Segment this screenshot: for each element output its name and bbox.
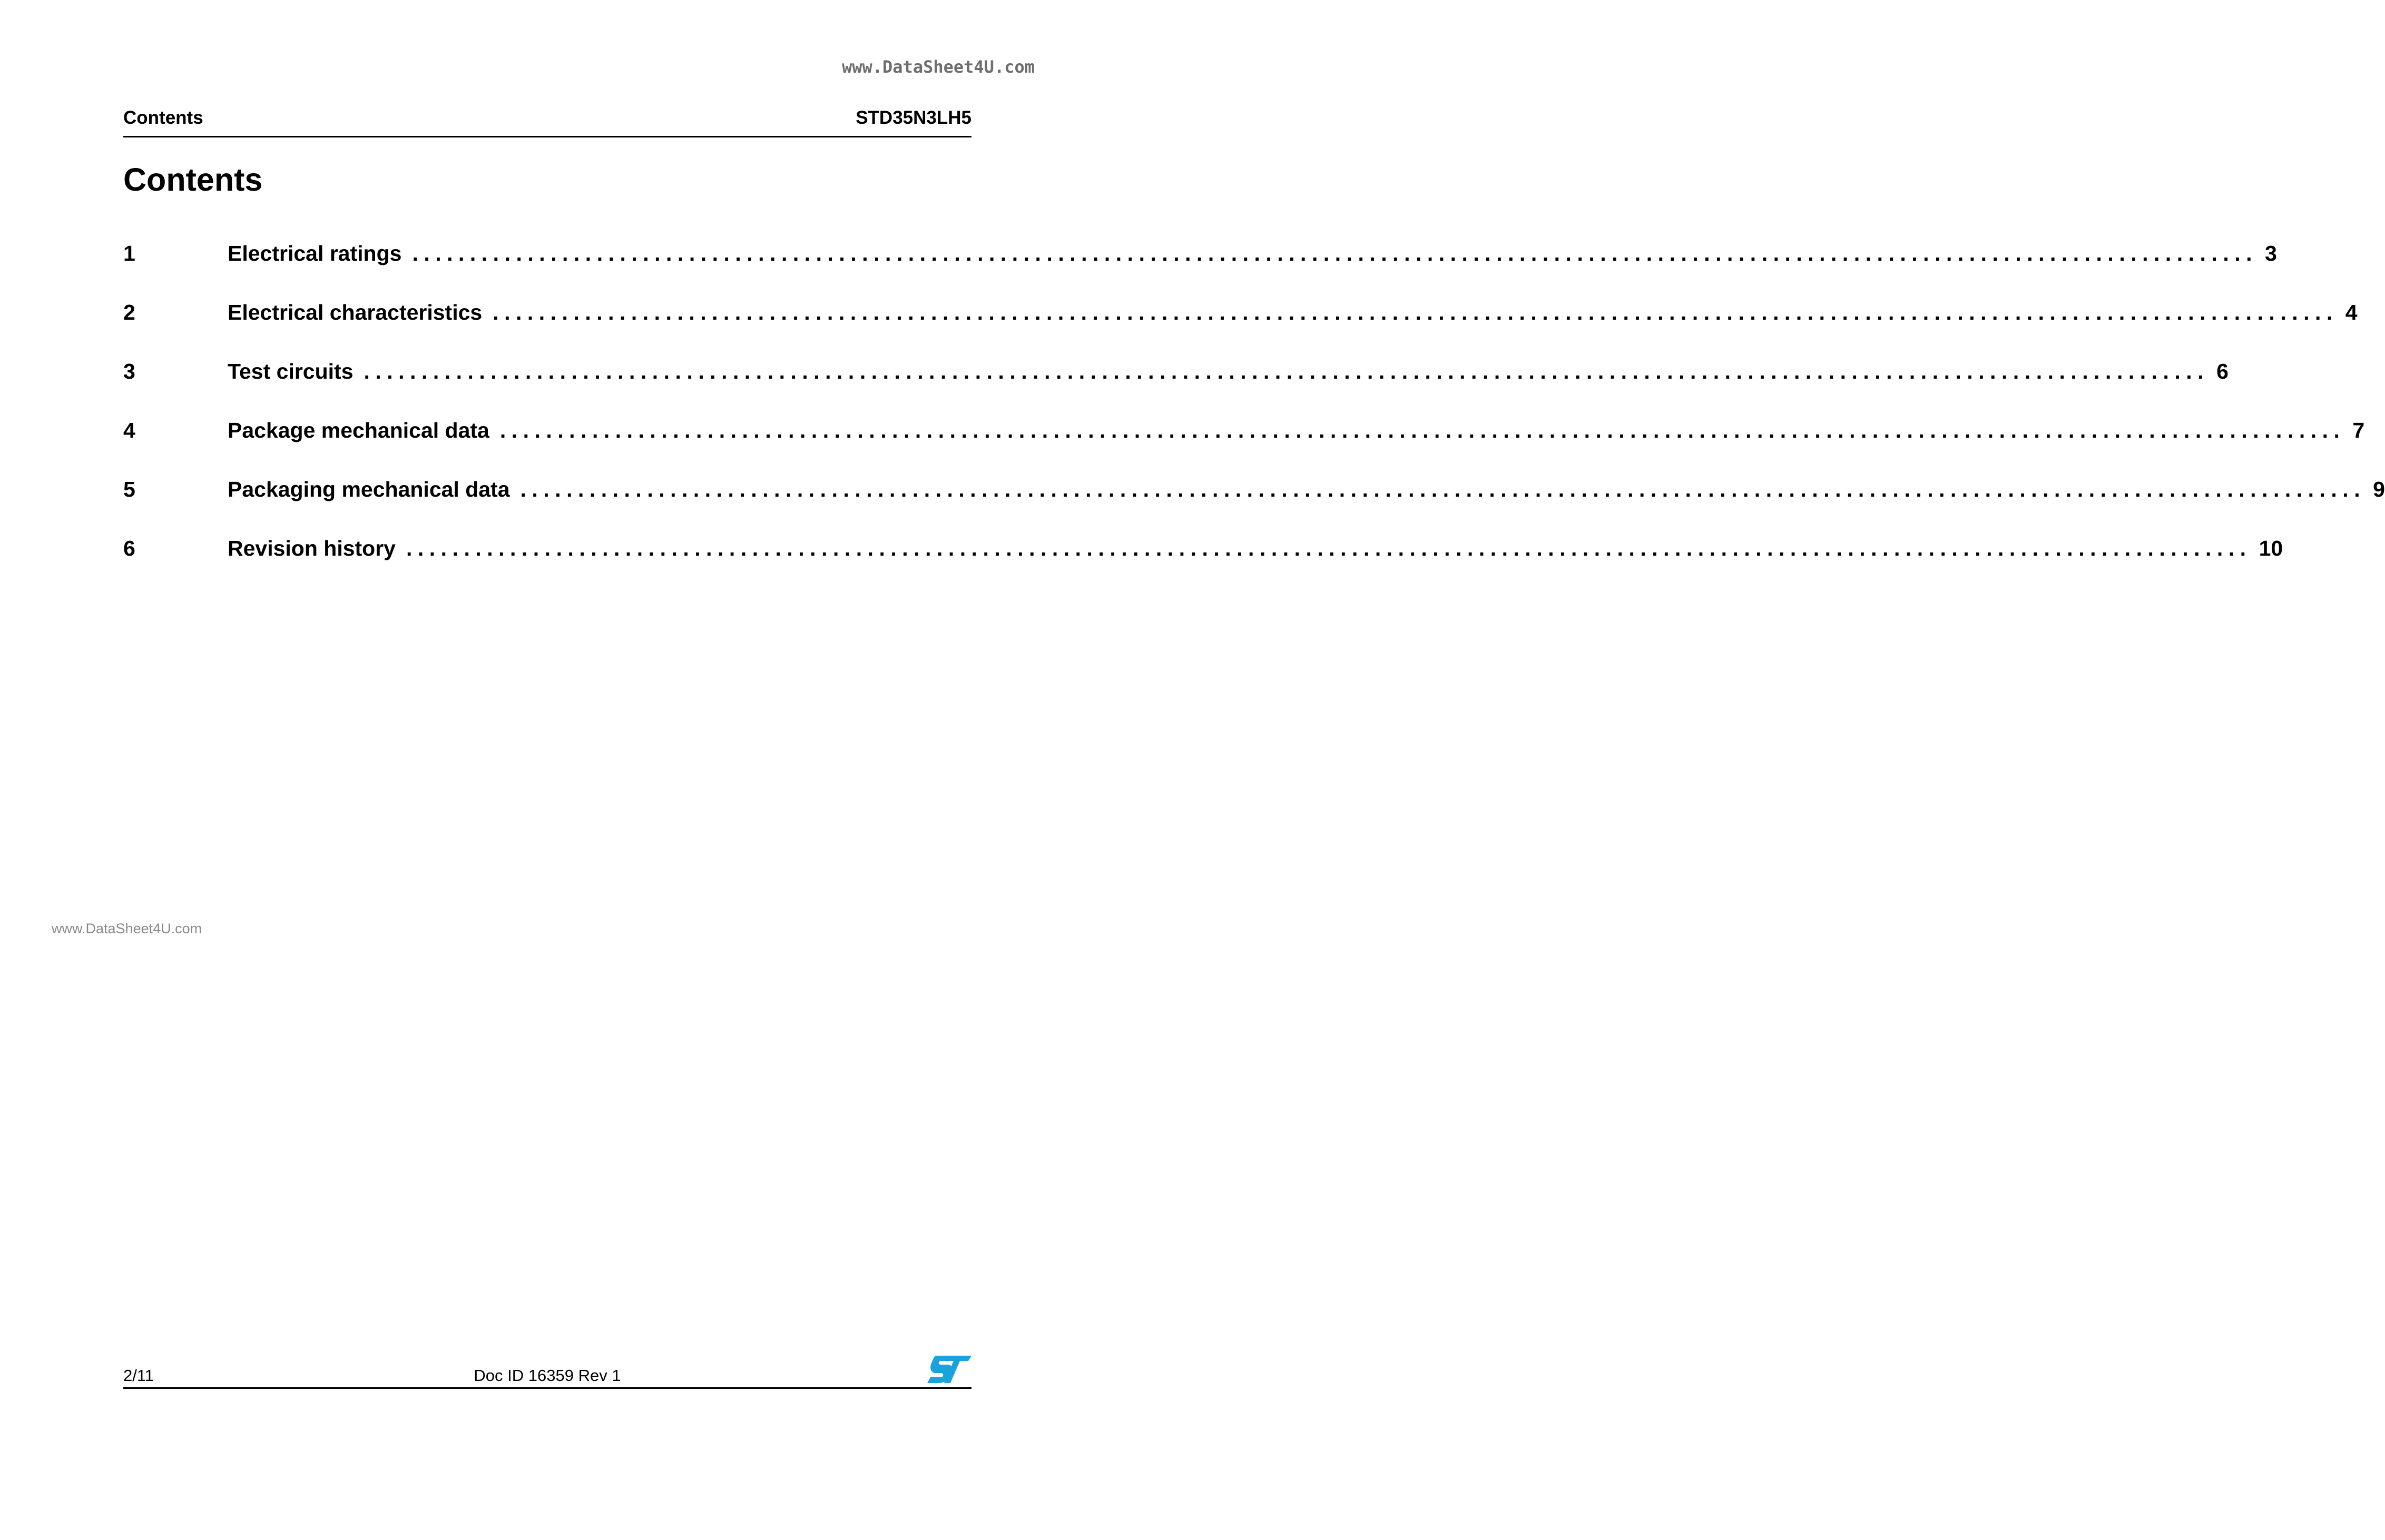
toc-entry-title[interactable]: Package mechanical data bbox=[228, 418, 489, 442]
toc-entry-title[interactable]: Packaging mechanical data bbox=[228, 477, 510, 501]
toc-leader-dots: ................................................................................................................................................................ bbox=[493, 300, 2338, 324]
toc-entry-number: 1 bbox=[123, 241, 135, 265]
page-title: Contents bbox=[123, 162, 263, 198]
toc-entry-page[interactable]: 4 bbox=[2345, 300, 2358, 324]
toc-entry[interactable] bbox=[123, 241, 2277, 300]
header-section: Contents bbox=[123, 107, 203, 128]
toc-entry-number: 2 bbox=[123, 300, 135, 324]
toc-entry-title[interactable]: Test circuits bbox=[228, 359, 354, 383]
toc-entry-title[interactable]: Revision history bbox=[228, 536, 396, 560]
footer-page-number: 2/11 bbox=[123, 1366, 154, 1385]
toc-entry-number: 5 bbox=[123, 477, 135, 501]
toc-entry-page[interactable]: 7 bbox=[2352, 418, 2365, 442]
toc-entry-number: 3 bbox=[123, 359, 135, 383]
toc-entry-number: 6 bbox=[123, 536, 135, 560]
footer-doc-id: Doc ID 16359 Rev 1 bbox=[474, 1366, 621, 1385]
toc-leader-dots: ................................................................................................................................................................ bbox=[364, 359, 2210, 383]
toc-entry[interactable] bbox=[123, 536, 2283, 595]
toc-leader-dots: ................................................................................................................................................................ bbox=[412, 241, 2258, 265]
toc-leader-dots: ................................................................................................................................................................ bbox=[520, 477, 2366, 501]
page-footer bbox=[123, 1353, 971, 1389]
toc-entry-number: 4 bbox=[123, 418, 135, 442]
toc-entry[interactable] bbox=[123, 418, 2365, 477]
toc-entry[interactable] bbox=[123, 300, 2358, 359]
toc-leader-dots: ................................................................................................................................................................ bbox=[406, 536, 2252, 560]
table-of-contents bbox=[123, 241, 2385, 595]
header-part-number: STD35N3LH5 bbox=[856, 107, 971, 128]
toc-entry[interactable] bbox=[123, 477, 2385, 536]
toc-entry-page[interactable]: 3 bbox=[2265, 241, 2277, 265]
toc-entry-page[interactable]: 6 bbox=[2216, 359, 2229, 383]
toc-leader-dots: ................................................................................................................................................................ bbox=[499, 418, 2345, 442]
toc-entry-page[interactable]: 9 bbox=[2373, 477, 2385, 501]
toc-entry-page[interactable]: 10 bbox=[2259, 536, 2283, 560]
watermark-middle: www.DataSheet4U.com bbox=[52, 921, 202, 936]
page-header bbox=[123, 105, 971, 137]
watermark-top: www.DataSheet4U.com bbox=[841, 57, 1035, 77]
toc-entry-title[interactable]: Electrical characteristics bbox=[228, 300, 483, 324]
toc-entry[interactable] bbox=[123, 359, 2229, 418]
st-logo-icon bbox=[927, 1355, 971, 1384]
toc-entry-title[interactable]: Electrical ratings bbox=[228, 241, 402, 265]
